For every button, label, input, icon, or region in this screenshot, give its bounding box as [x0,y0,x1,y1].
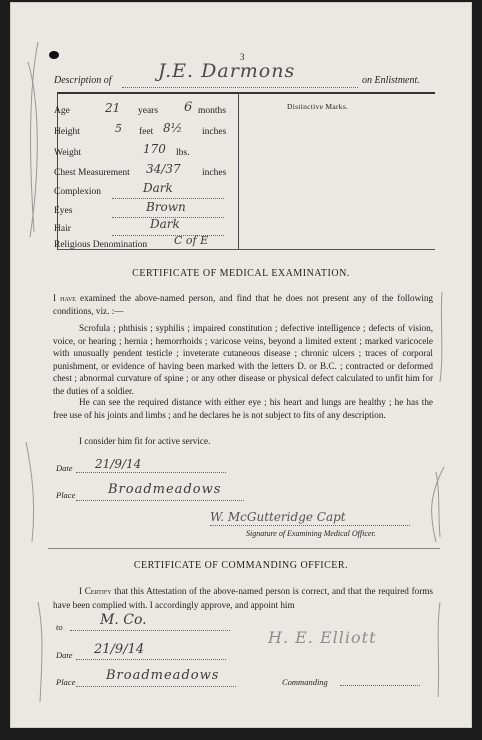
age-months-value: 6 [184,100,193,115]
margin-pencil-marks [10,2,472,728]
medical-certificate-heading: CERTIFICATE OF MEDICAL EXAMINATION. [132,268,350,279]
commanding-date-label: Date [56,650,73,660]
medical-signature-label: Signature of Examining Medical Officer. [246,529,376,538]
appoint-to-label: to [56,622,63,632]
commanding-date-value: 21/9/14 [94,642,145,657]
feet-label: feet [139,127,154,137]
chest-inches-label: inches [202,168,227,178]
religion-value: C of E [174,234,209,247]
hair-label: Hair [54,224,71,234]
height-label: Height [54,127,80,137]
medical-paragraph-4: I consider him fit for active service. [79,436,211,446]
weight-value: 170 [143,142,166,156]
right-margin-stroke-3 [438,602,440,697]
weight-label: Weight [54,148,82,158]
complexion-label: Complexion [54,187,101,197]
appoint-to-value: M. Co. [100,612,147,628]
left-margin-stroke-3 [26,442,34,542]
hair-value: Dark [150,217,180,231]
height-feet-value: 5 [115,122,122,135]
medical-paragraph-3: He can see the required distance with either eye ; his heart and lungs are healthy ; he has the free use of his joints and limbs ; and he declares he is not subject to fits of any description. [53,397,433,420]
years-label: years [138,106,159,116]
right-margin-stroke-4 [440,292,442,382]
soldier-name: J.E. Darmons [158,60,296,82]
attestation-page [10,2,472,728]
age-label: Age [54,106,70,116]
chest-value: 34/37 [146,162,181,176]
left-margin-stroke-4 [38,602,42,702]
medical-place-value: Broadmeadows [108,482,222,497]
right-margin-stroke-2 [432,467,444,542]
ink-blot [49,51,59,59]
chest-label: Chest Measurement [54,168,130,178]
medical-p1-rest: examined the above-named person, and find that he does not present any of the following conditions, viz. :— [53,293,434,316]
medical-conditions-list: Scrofula ; phthisis ; syphilis ; impaired constitution ; defective intelligence ; defects of vision, voice, or hearing ; hernia ; hemorrhoids ; varicose veins, beyond a limited extent ; marked varicocele with unusually pendent testicle ; inveterate cutaneous disease ; chronic ulcers ; traces of corporal punishment, or evidence of having been marked with the letters D. or B.C. ; contracted or deformed chest ; abnormal curvature of spine ; or any other disease or physical defect calculated to unfit him for the duties of a soldier. [53,323,433,396]
commanding-label: Commanding [282,677,328,687]
complexion-value: Dark [143,181,173,195]
eyes-value: Brown [146,200,186,214]
commanding-certificate-heading: CERTIFICATE OF COMMANDING OFFICER. [133,560,349,571]
distinctive-marks-label: Distinctive Marks. [287,102,349,111]
eyes-label: Eyes [54,206,73,216]
religion-label: Religious Denomination [54,240,148,250]
description-suffix: on Enlistment. [362,75,420,86]
medical-p1-lead: I have [53,293,76,303]
commanding-place-value: Broadmeadows [106,668,220,683]
page-number: 3 [240,52,245,62]
medical-date-value: 21/9/14 [95,457,142,471]
right-margin-stroke-1 [436,472,440,537]
medical-place-label: Place [56,490,76,500]
age-years-value: 21 [105,101,121,115]
medical-date-label: Date [56,463,73,473]
lbs-label: lbs. [176,148,190,158]
commanding-place-label: Place [56,677,76,687]
description-label: Description of [54,75,112,86]
commanding-p1-rest: that this Attestation of the above-named person is correct, and that the required forms have been complied with. I accordingly approve, and appoint him [53,586,434,610]
months-label: months [198,106,226,116]
inches-label: inches [202,127,227,137]
commanding-p1-lead: I Certify [79,586,112,596]
medical-officer-signature: W. McGutteridge Capt [210,510,346,524]
commanding-officer-signature: H. E. Elliott [268,628,377,647]
height-inches-value: 8½ [163,121,183,135]
